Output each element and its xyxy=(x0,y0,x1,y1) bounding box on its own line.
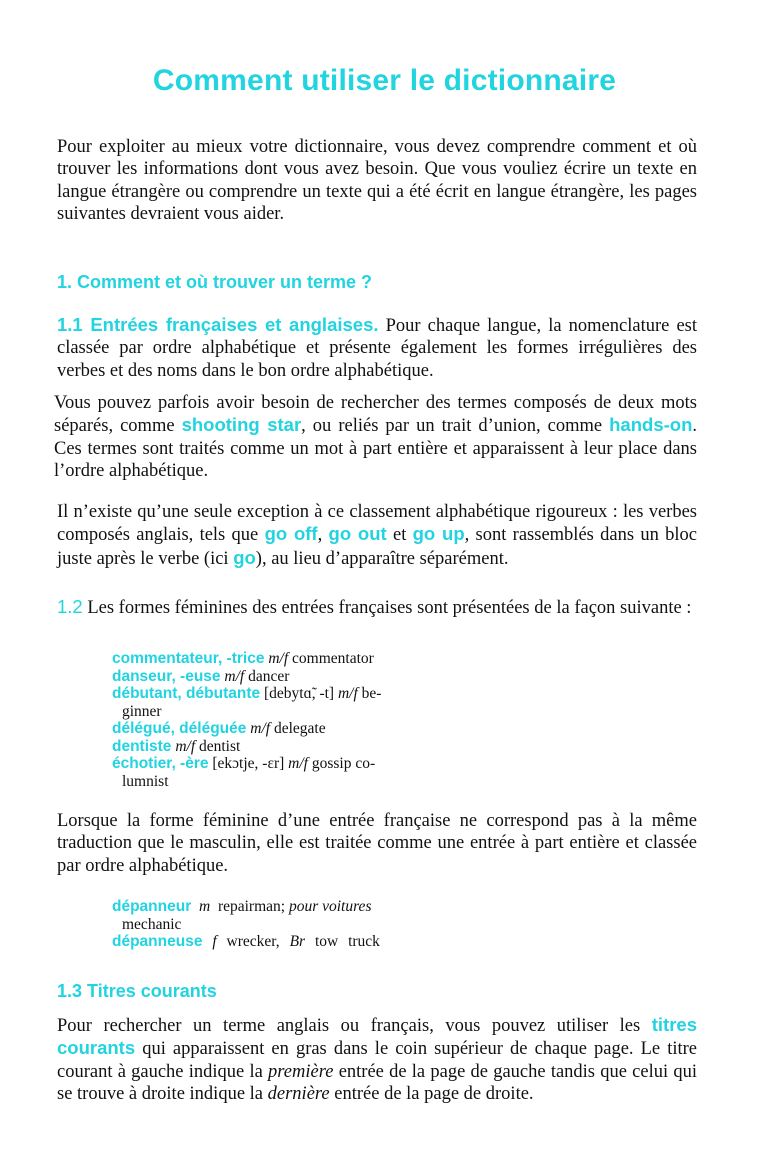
entry-translation: dentist xyxy=(199,737,241,755)
text-segment: qui apparaissent en gras dans le coin supérieur de chaque page. Le titre courant à gauche indique la xyxy=(57,1039,697,1082)
entry-translation: gossip co- xyxy=(311,755,376,772)
exception-paragraph xyxy=(57,501,697,570)
different-feminine-paragraph: Lorsque la forme féminine d’une entrée française ne correspond pas à la même traduction que le masculin, elle est traitée comme une entrée à part entière et classée par ordre alphabétique. xyxy=(57,811,697,876)
dictionary-entry xyxy=(112,668,424,686)
entry-translation-2: tow truck xyxy=(314,933,380,950)
example-go-out: go out xyxy=(328,523,387,545)
entry-translation: commentator xyxy=(292,650,374,667)
example-go-off: go off xyxy=(264,523,318,545)
entry-grammar: m/f xyxy=(175,737,196,755)
entry-grammar: m/f xyxy=(337,685,358,702)
entry-headword: délégué, déléguée xyxy=(112,720,247,737)
entry-headword: danseur, -euse xyxy=(112,667,221,685)
entry-headword: échotier, -ère xyxy=(112,755,209,772)
entry-grammar: m/f xyxy=(288,755,308,772)
entry-context: pour voitures xyxy=(288,898,372,915)
example-hands-on: hands-on xyxy=(609,414,693,436)
entry-headword: dépanneur xyxy=(112,898,192,915)
text-segment: , ou reliés par un trait d’union, comme xyxy=(301,416,610,437)
entry-continuation: mechanic xyxy=(122,915,182,933)
entry-translation: delegate xyxy=(273,720,326,737)
section-1-2-label: 1.2 xyxy=(57,596,83,617)
entry-translation: dancer xyxy=(248,667,290,685)
section-1-1-label: 1.1 Entrées françaises et anglaises. xyxy=(57,314,379,335)
example-go: go xyxy=(233,546,256,568)
text-segment: ), au lieu d’apparaître séparément. xyxy=(255,548,509,569)
text-segment: Pour rechercher un terme anglais ou français, vous pouvez utiliser les xyxy=(57,1016,652,1036)
depanneur-entries xyxy=(112,898,424,951)
entry-continuation: ginner xyxy=(122,702,162,720)
entry-translation: repairman; xyxy=(217,898,286,915)
entry-grammar: f xyxy=(212,933,217,950)
entry-headword: dépanneuse xyxy=(112,933,203,950)
entry-continuation: lumnist xyxy=(122,772,169,790)
compounds-paragraph xyxy=(54,392,697,483)
section-1-2-paragraph xyxy=(57,596,697,619)
feminine-entries-list xyxy=(112,650,424,790)
dictionary-entry xyxy=(112,650,424,668)
entry-headword: commentateur, -trice xyxy=(112,650,265,667)
dictionary-entry xyxy=(112,755,424,790)
section-1-3-paragraph xyxy=(57,1014,697,1106)
entry-headword: débutant, débutante xyxy=(112,685,261,702)
example-shooting-star: shooting star xyxy=(181,414,302,436)
entry-context: Br xyxy=(289,933,306,950)
section-1-2-text: Les formes féminines des entrées françaises sont présentées de la façon suivante : xyxy=(82,598,692,618)
text-segment: entrée de la page de droite. xyxy=(329,1084,534,1105)
dictionary-entry xyxy=(112,898,424,933)
section-1-heading: 1. Comment et où trouver un terme ? xyxy=(57,272,373,292)
entry-pronunciation: [ekɔtje, -ɛr] xyxy=(212,755,285,772)
example-titres-courants: titres courants xyxy=(57,1014,697,1059)
entry-translation: wrecker, xyxy=(226,933,280,950)
text-segment: , xyxy=(317,525,329,546)
dictionary-entry xyxy=(112,720,424,738)
text-segment: Il n’existe qu’une seule exception à ce classement alphabétique rigoureux : les verbes composés anglais, tels que xyxy=(57,502,697,546)
dictionary-entry xyxy=(112,738,424,756)
emphasis-derniere: dernière xyxy=(267,1084,330,1105)
dictionary-entry xyxy=(112,933,424,951)
example-go-up: go up xyxy=(412,523,465,545)
emphasis-premiere: première xyxy=(268,1061,334,1082)
text-segment: entrée de la page de gauche tandis que celui qui se trouve à droite indique la xyxy=(57,1061,697,1105)
section-1-1-paragraph xyxy=(57,314,697,382)
text-segment: , sont rassemblés dans un bloc juste après le verbe (ici xyxy=(57,525,697,569)
entry-translation: be- xyxy=(361,685,382,702)
section-1-3-heading: 1.3 Titres courants xyxy=(57,981,217,1001)
page-title: Comment utiliser le dictionnaire xyxy=(152,64,617,97)
text-segment: et xyxy=(386,525,413,546)
entry-grammar: m/f xyxy=(224,667,245,685)
dictionary-entry xyxy=(112,685,424,720)
section-1-1-text: Pour chaque langue, la nomenclature est classée par ordre alphabétique et présente également les formes irrégulières des verbes et des noms dans le bon ordre alphabétique. xyxy=(57,316,697,381)
text-segment: . Ces termes sont traités comme un mot à part entière et apparaissent à leur place dans l’ordre alphabétique. xyxy=(54,416,697,482)
entry-grammar: m xyxy=(198,898,211,915)
entry-pronunciation: [debytɑ̃, -t] xyxy=(263,685,335,702)
text-segment: Vous pouvez parfois avoir besoin de rechercher des termes composés de deux mots séparés, comme xyxy=(54,393,697,437)
intro-paragraph: Pour exploiter au mieux votre dictionnaire, vous devez comprendre comment et où trouver les informations dont vous avez besoin. Que vous vouliez écrire un texte en langue étrangère ou comprendre un texte qui a été écrit en langue étrangère, les pages suivantes devraient vous aider. xyxy=(57,137,697,225)
entry-headword: dentiste xyxy=(112,737,172,755)
entry-grammar: m/f xyxy=(268,650,289,667)
entry-grammar: m/f xyxy=(250,720,271,737)
